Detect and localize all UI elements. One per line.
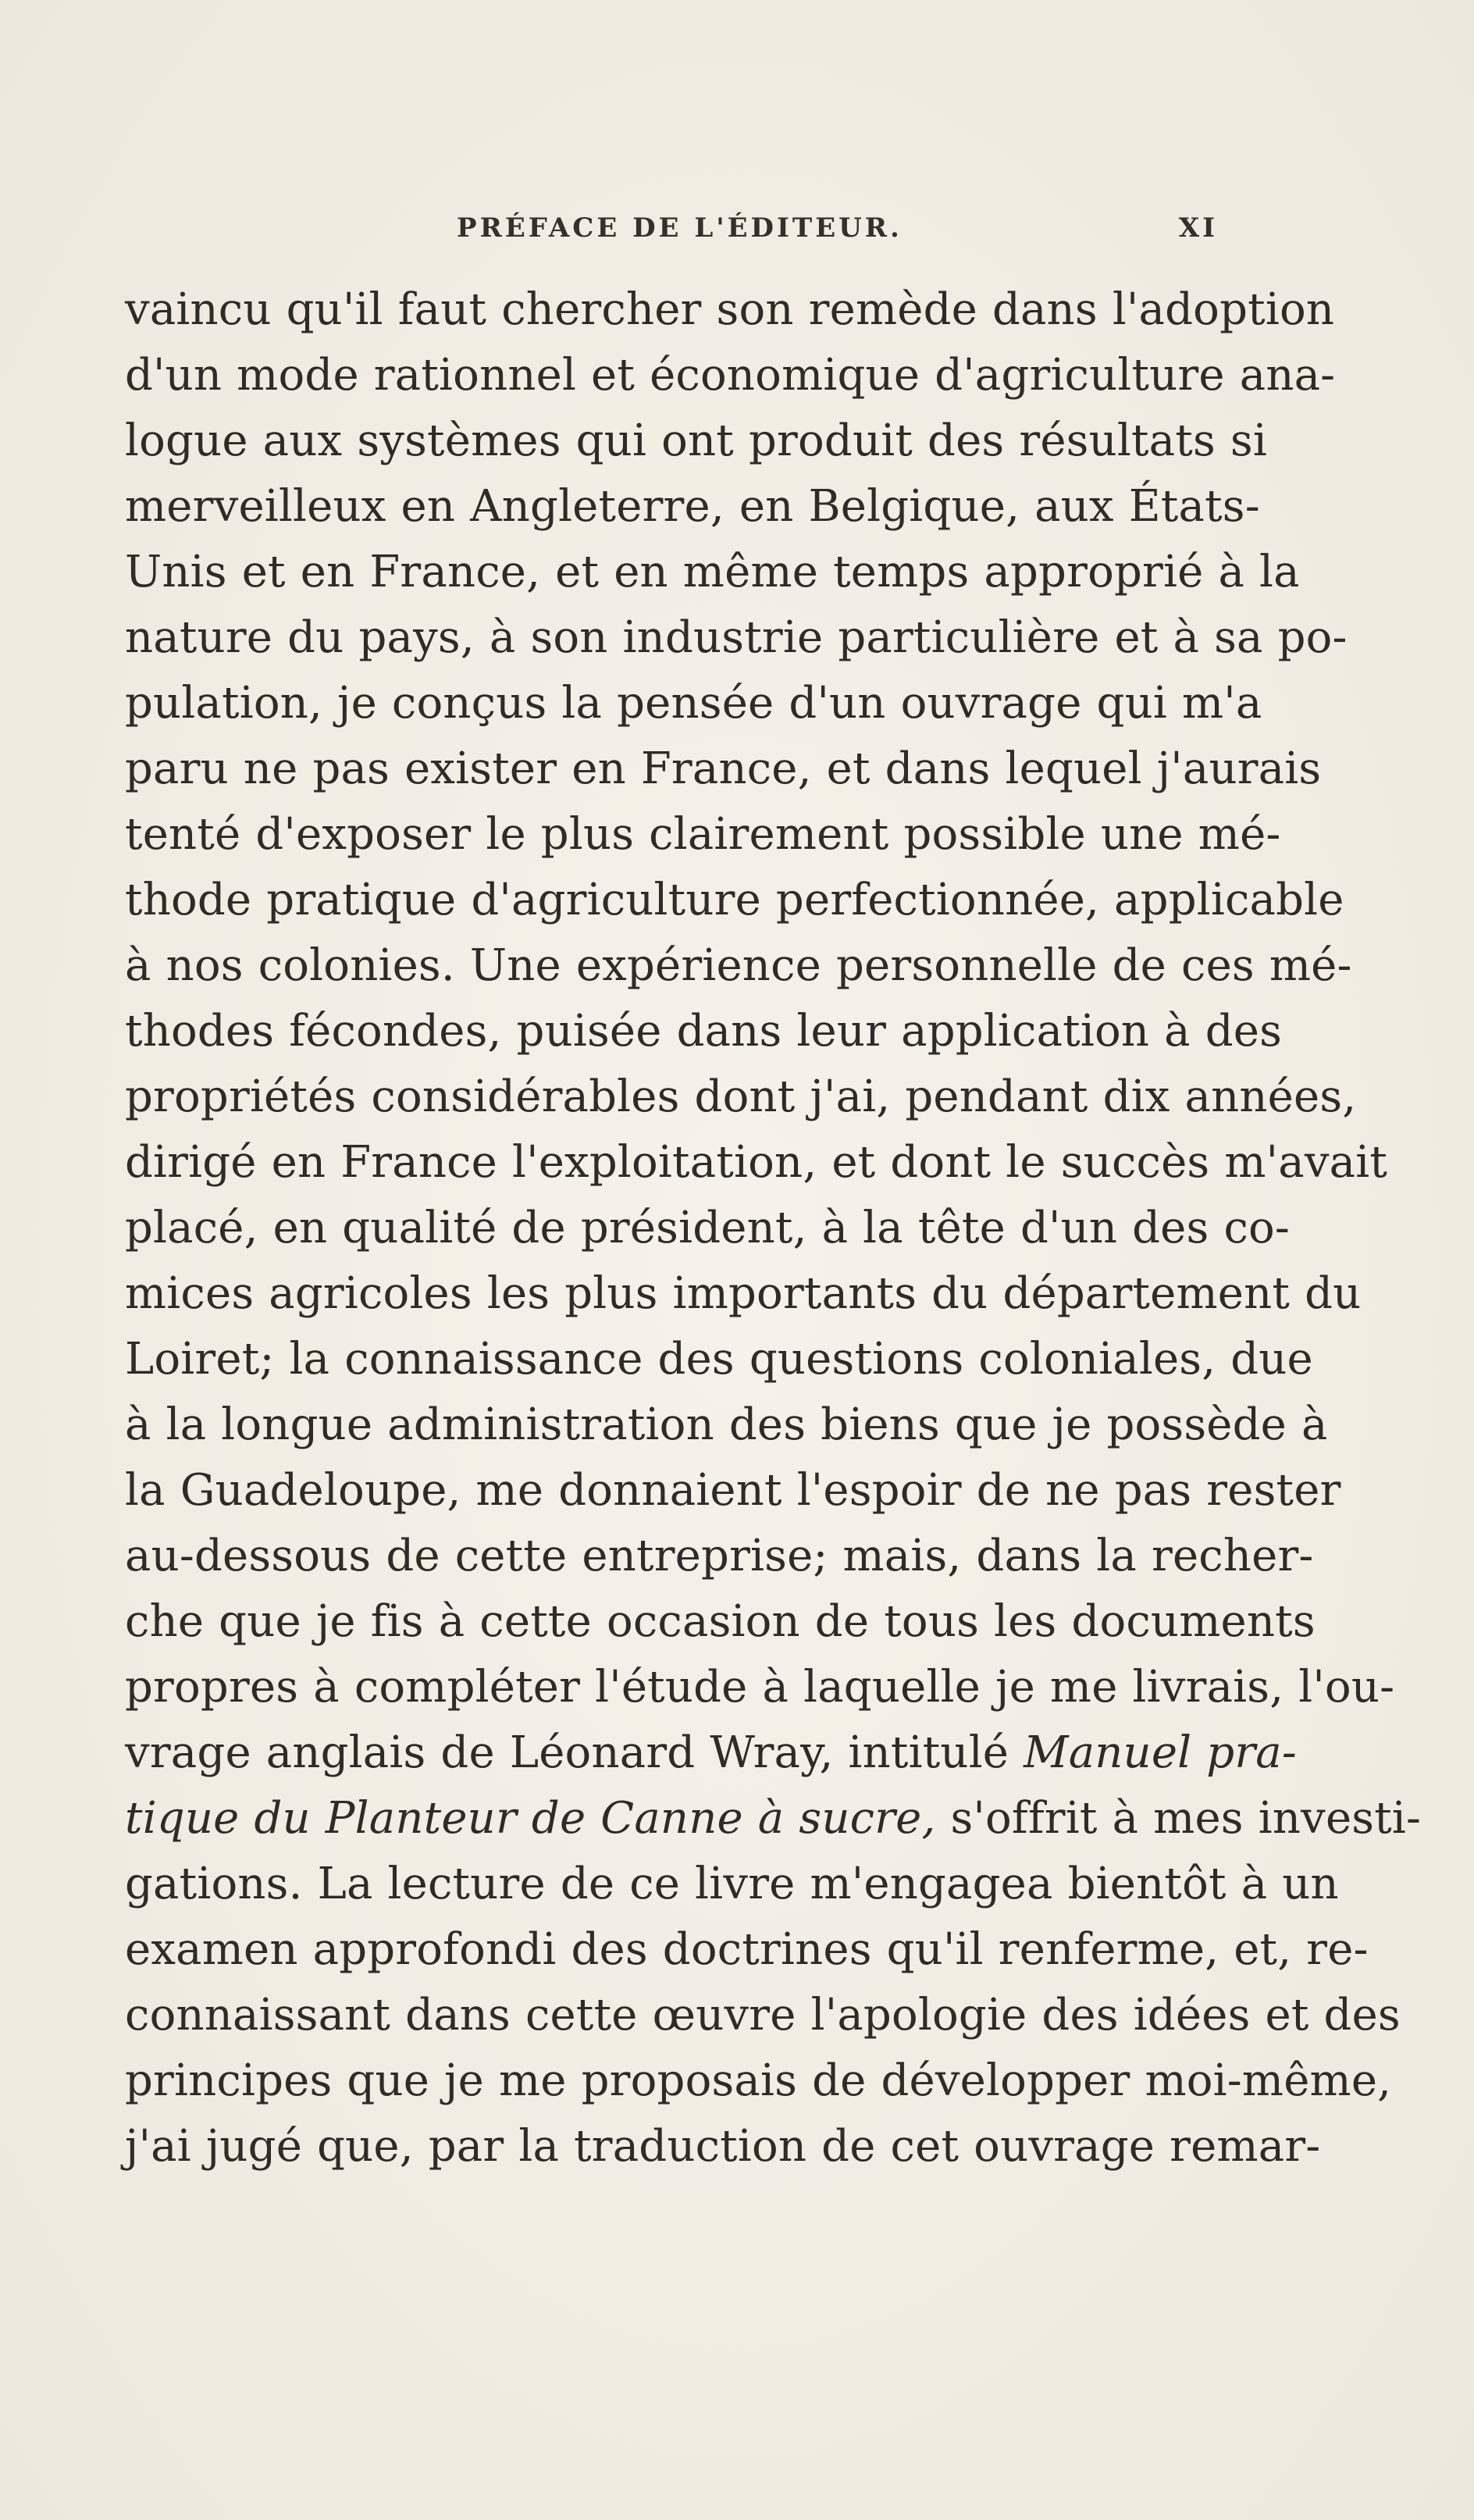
italic-title-end: tique du Planteur de Canne à sucre, — [125, 1793, 936, 1844]
text-line-17: Loiret; la connaissance des questions coloniales, due — [125, 1334, 1313, 1385]
text-line-12: thodes fécondes, puisée dans leur application à des — [125, 1006, 1283, 1057]
text-line-10: thode pratique d'agriculture perfectionnée, applicable — [125, 875, 1344, 925]
text-line-23 — [125, 1720, 1297, 1786]
text-line-28: principes que je me proposais de développer moi-même, — [125, 2055, 1392, 2106]
text-line-22: propres à compléter l'étude à laquelle je me livrais, l'ou- — [125, 1662, 1395, 1713]
text-line-27: connaissant dans cette œuvre l'apologie des idées et des — [125, 1990, 1401, 2041]
text-line-21: che que je fis à cette occasion de tous les documents — [125, 1596, 1316, 1647]
text-line-29: j'ai jugé que, par la traduction de cet ouvrage remar- — [125, 2121, 1321, 2172]
text-line-3: logue aux systèmes qui ont produit des résultats si — [125, 415, 1267, 466]
text-line-26: examen approfondi des doctrines qu'il renferme, et, re- — [125, 1924, 1369, 1975]
text-line-9: tenté d'exposer le plus clairement possible une mé- — [125, 809, 1281, 860]
text-line-20: au-dessous de cette entreprise; mais, dans la recher- — [125, 1531, 1314, 1581]
text-line-19: la Guadeloupe, me donnaient l'espoir de ne pas rester — [125, 1465, 1341, 1516]
text-line-6: nature du pays, à son industrie particulière et à sa po- — [125, 612, 1348, 663]
running-head — [125, 212, 1218, 259]
text-line-7: pulation, je conçus la pensée d'un ouvrage qui m'a — [125, 678, 1262, 729]
page-number: XI — [1178, 212, 1218, 244]
running-title: PRÉFACE DE L'ÉDITEUR. — [457, 212, 903, 244]
italic-title-start: Manuel pra- — [1024, 1727, 1297, 1778]
text-line-4: merveilleux en Angleterre, en Belgique, aux États- — [125, 481, 1260, 532]
text-line-24-roman: s'offrit à mes investi- — [935, 1793, 1422, 1844]
text-line-16: mices agricoles les plus importants du département du — [125, 1268, 1362, 1319]
text-line-24 — [125, 1786, 1422, 1852]
text-line-14: dirigé en France l'exploitation, et dont le succès m'avait — [125, 1137, 1388, 1188]
text-line-11: à nos colonies. Une expérience personnelle de ces mé- — [125, 940, 1352, 991]
text-line-15: placé, en qualité de président, à la tête d'un des co- — [125, 1203, 1291, 1253]
text-line-23-roman: vrage anglais de Léonard Wray, intitulé — [125, 1727, 1024, 1778]
text-line-25: gations. La lecture de ce livre m'engagea bientôt à un — [125, 1859, 1339, 1909]
text-line-2: d'un mode rationnel et économique d'agriculture ana- — [125, 350, 1336, 401]
text-line-5: Unis et en France, et en même temps approprié à la — [125, 547, 1300, 597]
text-block — [125, 277, 1422, 2190]
text-line-13: propriétés considérables dont j'ai, pendant dix années, — [125, 1071, 1357, 1122]
text-line-1: vaincu qu'il faut chercher son remède dans l'adoption — [125, 284, 1335, 335]
text-line-18: à la longue administration des biens que je possède à — [125, 1399, 1328, 1450]
text-line-8: paru ne pas exister en France, et dans lequel j'aurais — [125, 743, 1322, 794]
